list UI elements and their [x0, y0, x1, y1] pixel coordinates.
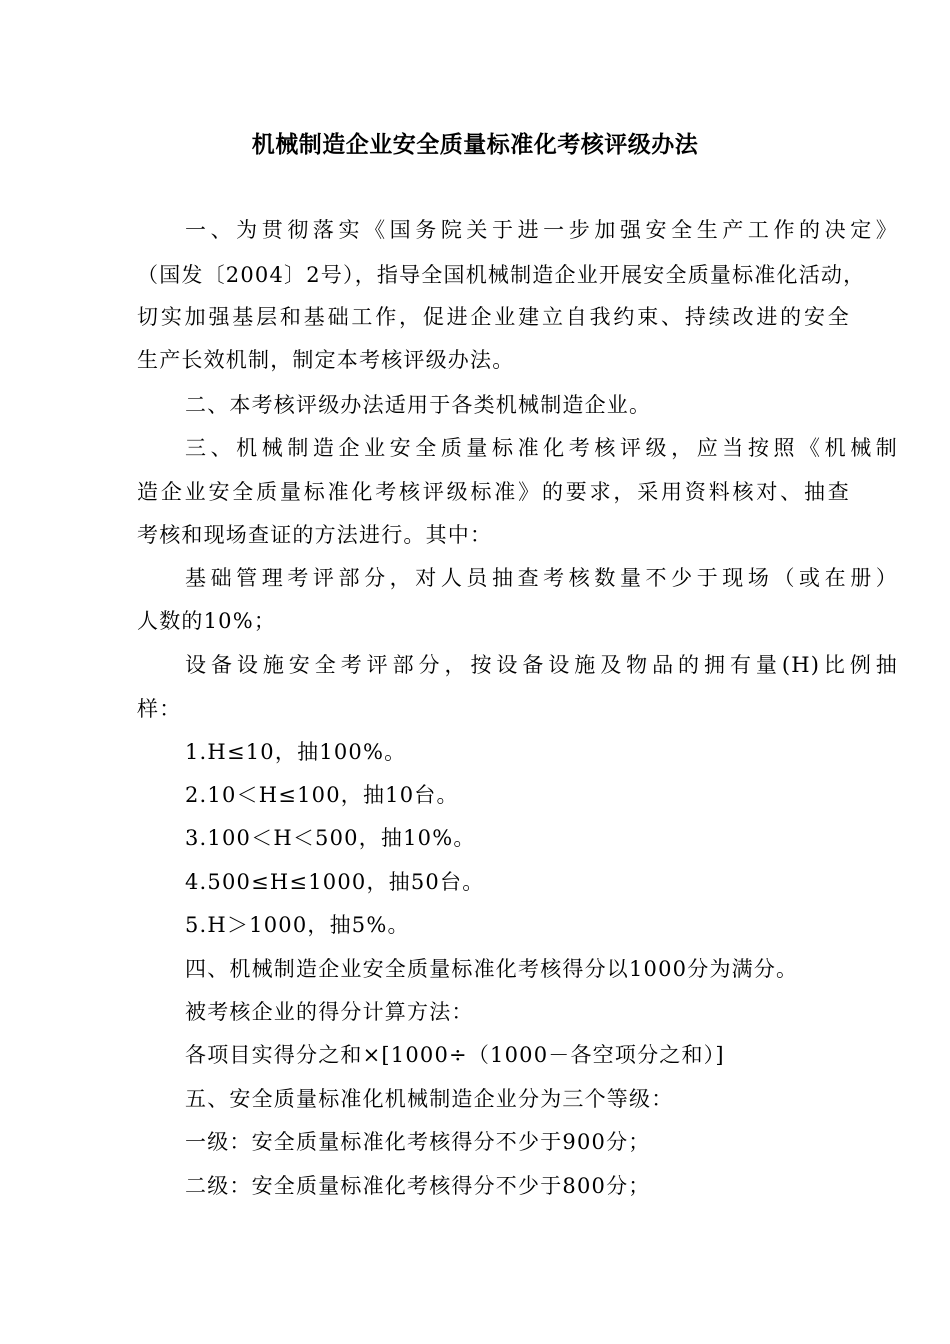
paragraph-1-line-1: 一、为贯彻落实《国务院关于进一步加强安全生产工作的决定》 — [185, 218, 898, 242]
paragraph-8: 五、安全质量标准化机械制造企业分为三个等级： — [185, 1087, 674, 1111]
paragraph-4-line-2: 人数的10%； — [137, 609, 277, 633]
grade-level-1: 一级：安全质量标准化考核得分不少于900分； — [185, 1130, 651, 1154]
list-item-2: 2.10＜H≤100，抽10台。 — [185, 783, 459, 807]
paragraph-1-line-3: 切实加强基层和基础工作，促进企业建立自我约束、持续改进的安全 — [137, 305, 850, 329]
paragraph-4-line-1: 基础管理考评部分，对人员抽查考核数量不少于现场（或在册） — [185, 566, 898, 590]
list-item-4: 4.500≤H≤1000，抽50台。 — [185, 870, 485, 894]
paragraph-2: 二、本考核评级办法适用于各类机械制造企业。 — [185, 393, 652, 417]
paragraph-5-line-1: 设备设施安全考评部分，按设备设施及物品的拥有量(H)比例抽 — [185, 653, 898, 677]
grade-level-2: 二级：安全质量标准化考核得分不少于800分； — [185, 1174, 651, 1198]
paragraph-3-line-1: 三、机械制造企业安全质量标准化考核评级，应当按照《机械制 — [185, 436, 898, 460]
paragraph-3-line-2: 造企业安全质量标准化考核评级标准》的要求，采用资料核对、抽查 — [137, 480, 850, 504]
paragraph-3-line-3: 考核和现场查证的方法进行。其中： — [137, 523, 493, 547]
paragraph-1-line-4: 生产长效机制，制定本考核评级办法。 — [137, 348, 515, 372]
document-title: 机械制造企业安全质量标准化考核评级办法 — [251, 132, 699, 158]
paragraph-7: 被考核企业的得分计算方法： — [185, 1000, 474, 1024]
paragraph-6: 四、机械制造企业安全质量标准化考核得分以1000分为满分。 — [185, 957, 799, 981]
formula: 各项目实得分之和×[1000÷（1000－各空项分之和）] — [185, 1043, 725, 1067]
list-item-1: 1.H≤10，抽100%。 — [185, 740, 407, 764]
list-item-3: 3.100＜H＜500，抽10%。 — [185, 826, 476, 850]
paragraph-5-line-2: 样： — [137, 697, 182, 721]
paragraph-1-line-2: （国发〔2004〕2号），指导全国机械制造企业开展安全质量标准化活动， — [137, 263, 866, 287]
list-item-5: 5.H＞1000，抽5%。 — [185, 913, 410, 937]
